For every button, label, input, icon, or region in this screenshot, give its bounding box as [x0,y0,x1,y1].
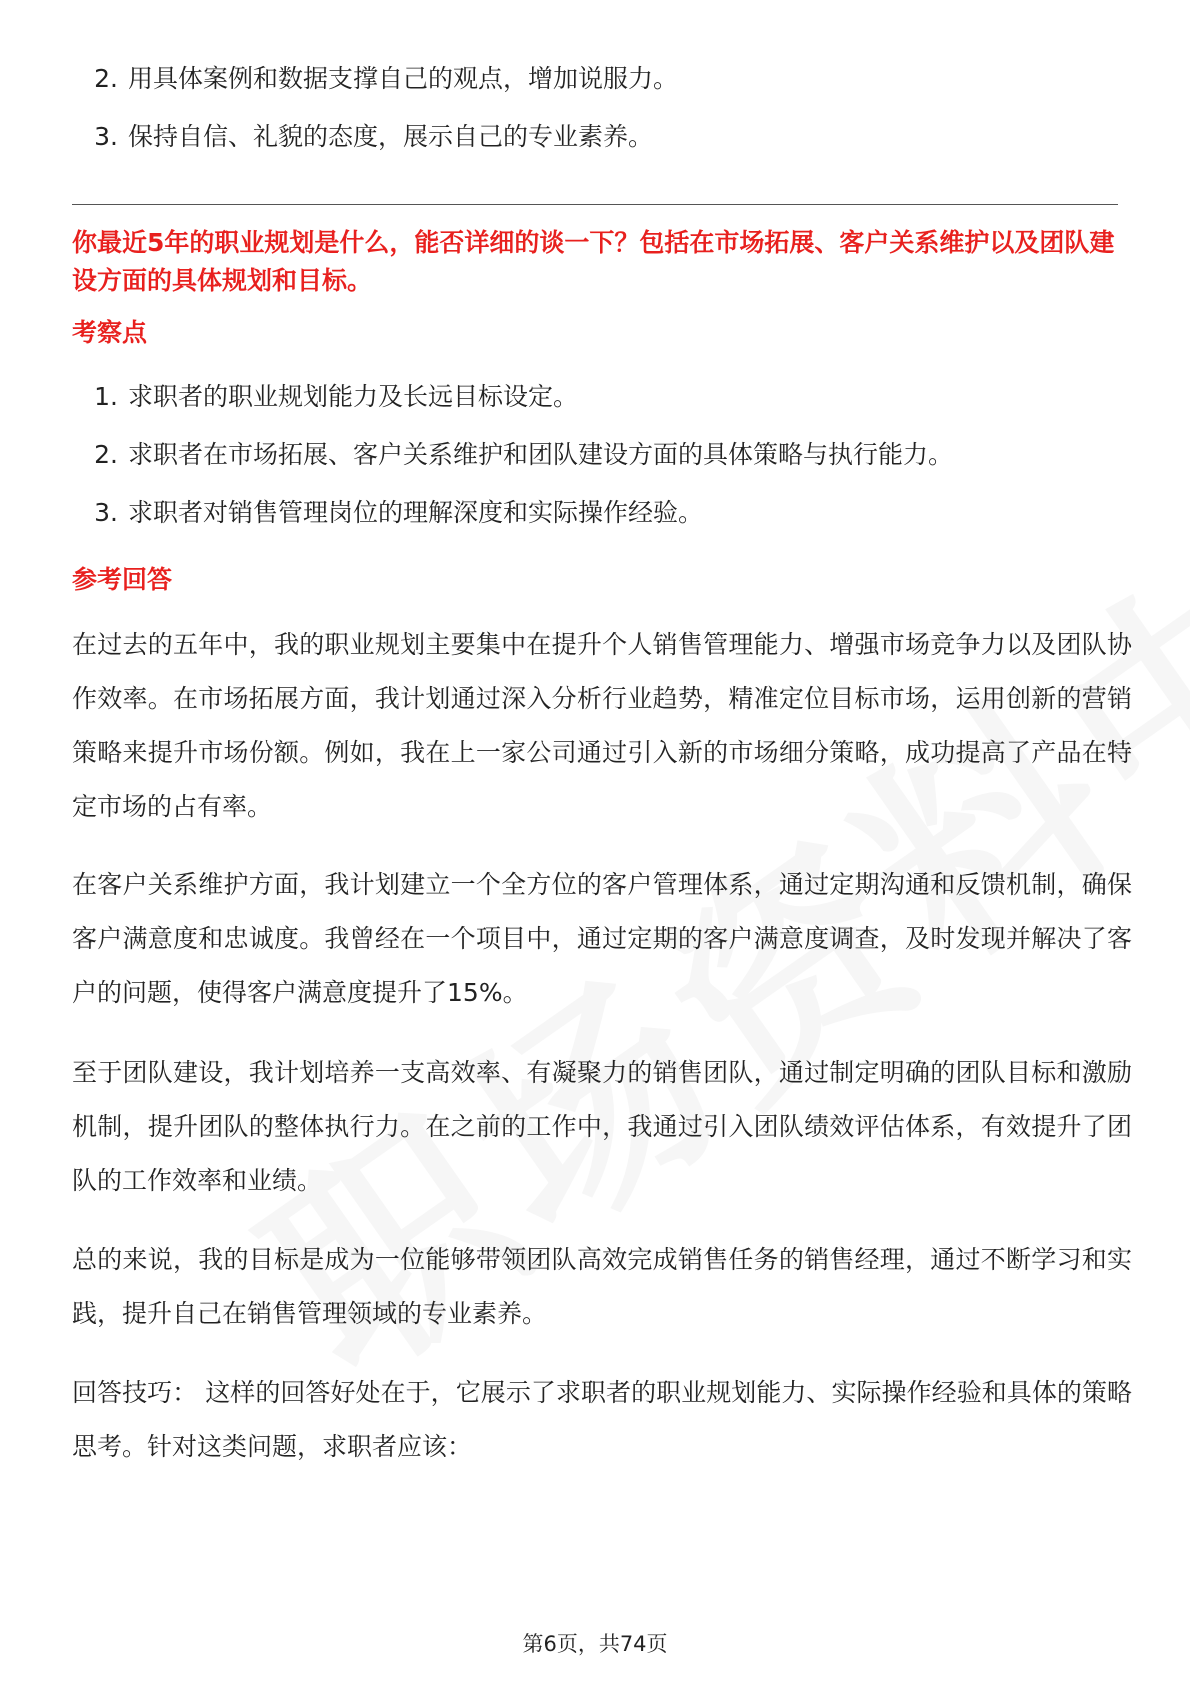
page-number-footer: 第6页，共74页 [522,1632,668,1656]
answer-paragraph: 总的来说，我的目标是成为一位能够带领团队高效完成销售任务的销售经理，通过不断学习和实践，提升自己在销售管理领域的专业素养。 [72,1245,1132,1328]
list-number: 1. [94,382,118,411]
list-number: 2. [94,64,118,93]
list-text: 求职者的职业规划能力及长远目标设定。 [128,382,579,411]
list-item [72,368,953,426]
focus-heading: 考察点 [72,318,148,347]
list-number: 3. [94,122,118,151]
list-number: 3. [94,498,118,527]
list-text: 用具体案例和数据支撑自己的观点，增加说服力。 [128,64,679,93]
list-item [72,50,678,108]
list-number: 2. [94,440,118,469]
section-divider [72,204,1118,205]
list-text: 求职者在市场拓展、客户关系维护和团队建设方面的具体策略与执行能力。 [128,440,954,469]
answer-tips-paragraph: 回答技巧： 这样的回答好处在于，它展示了求职者的职业规划能力、实际操作经验和具体的策略思考。针对这类问题，求职者应该： [72,1378,1132,1461]
list-item [72,484,953,542]
answer-paragraph: 在过去的五年中，我的职业规划主要集中在提升个人销售管理能力、增强市场竞争力以及团队协作效率。在市场拓展方面，我计划通过深入分析行业趋势，精准定位目标市场，运用创新的营销策略来提升市场份额。例如，我在上一家公司通过引入新的市场细分策略，成功提高了产品在特定市场的占有率。 [72,630,1132,821]
interview-question: 你最近5年的职业规划是什么，能否详细的谈一下？包括在市场拓展、客户关系维护以及团队建设方面的具体规划和目标。 [72,228,1115,295]
list-text: 保持自信、礼貌的态度，展示自己的专业素养。 [128,122,654,151]
answer-paragraph: 至于团队建设，我计划培养一支高效率、有凝聚力的销售团队，通过制定明确的团队目标和激励机制，提升团队的整体执行力。在之前的工作中，我通过引入团队绩效评估体系，有效提升了团队的工作效率和业绩。 [72,1058,1132,1195]
list-item [72,108,678,166]
top-tips-list [72,50,678,166]
list-text: 求职者对销售管理岗位的理解深度和实际操作经验。 [128,498,704,527]
list-item [72,426,953,484]
focus-list [72,368,953,542]
answer-paragraph: 在客户关系维护方面，我计划建立一个全方位的客户管理体系，通过定期沟通和反馈机制，确保客户满意度和忠诚度。我曾经在一个项目中，通过定期的客户满意度调查，及时发现并解决了客户的问题，使得客户满意度提升了15%。 [72,870,1132,1007]
answer-heading: 参考回答 [72,565,173,594]
